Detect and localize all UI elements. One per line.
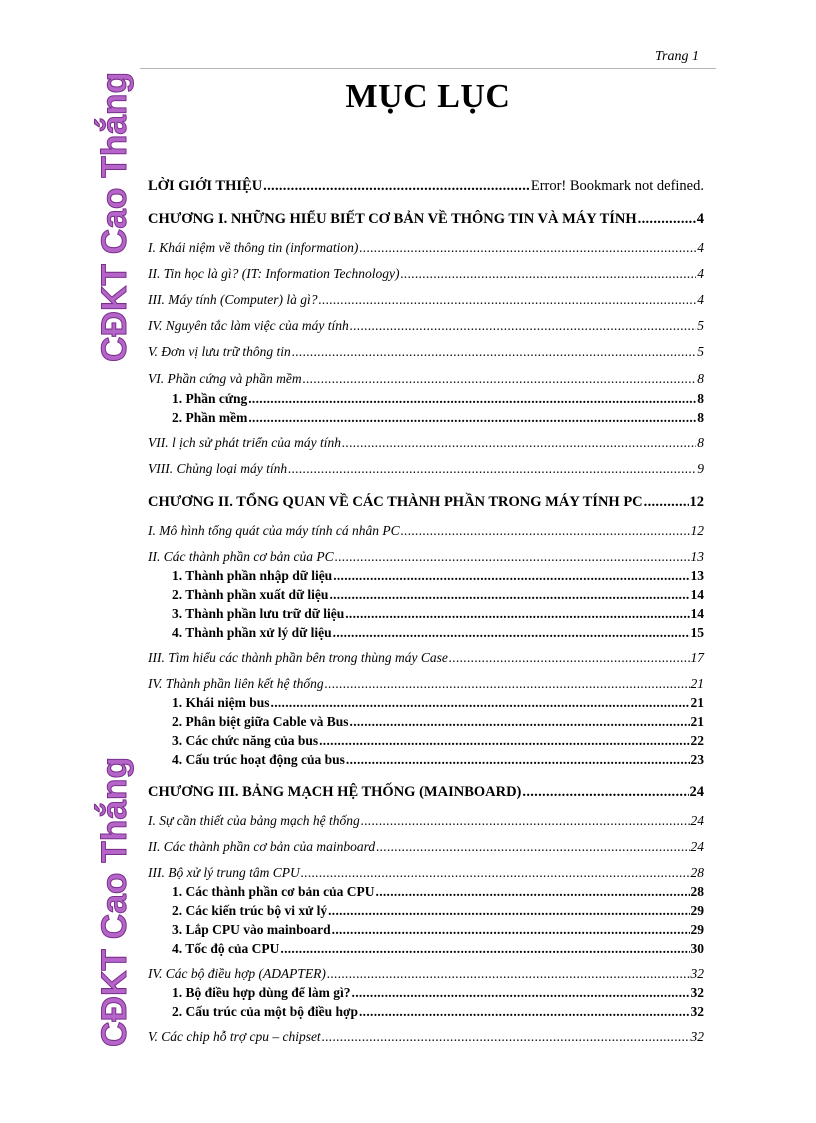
- toc-chapter-entry[interactable]: [148, 178, 704, 195]
- toc-entry-title: I. Mô hình tổng quát của máy tính cá nhân PC: [148, 523, 400, 538]
- toc-section-entry[interactable]: [148, 240, 704, 256]
- toc-subsection-entry[interactable]: [172, 733, 704, 749]
- toc-entry-title: IV. Nguyên tắc làm việc của máy tính: [148, 318, 349, 333]
- toc-entry-title: II. Tin học là gì? (IT: Information Technology): [148, 266, 400, 281]
- toc-section-entry[interactable]: [148, 966, 704, 982]
- toc-entry-title: IV. Thành phần liên kết hệ thống: [148, 676, 324, 691]
- toc-entry-title: II. Các thành phần cơ bản của PC: [148, 549, 334, 564]
- toc-entry-title: V. Các chip hỗ trợ cpu – chipset: [148, 1029, 321, 1044]
- toc-page-number: 5: [697, 344, 704, 359]
- toc-subsection-entry[interactable]: [172, 752, 704, 768]
- toc-dot-leader: [644, 494, 689, 511]
- toc-dot-leader: [449, 650, 690, 666]
- toc-page-number: 32: [690, 966, 704, 981]
- toc-dot-leader: [292, 344, 696, 360]
- toc-page-number: 17: [690, 650, 704, 665]
- toc-dot-leader: [301, 865, 690, 881]
- toc-entry-title: CHƯƠNG II. TỔNG QUAN VỀ CÁC THÀNH PHẦN TRONG MÁY TÍNH PC: [148, 494, 643, 510]
- toc-page-number: 28: [690, 884, 704, 899]
- toc-subsection-entry[interactable]: [172, 1004, 704, 1020]
- page-number-label: Trang 1: [655, 49, 699, 64]
- toc-subsection-entry[interactable]: [172, 695, 704, 711]
- toc-entry-title: I. Sự cần thiết của bảng mạch hệ thống: [148, 813, 360, 828]
- toc-dot-leader: [333, 568, 689, 584]
- toc-section-entry[interactable]: [148, 318, 704, 334]
- toc-section-entry[interactable]: [148, 676, 704, 692]
- toc-subsection-entry[interactable]: [172, 625, 704, 641]
- toc-entry-title: V. Đơn vị lưu trữ thông tin: [148, 344, 291, 359]
- toc-page-number: 9: [697, 461, 704, 476]
- toc-subsection-entry[interactable]: [172, 391, 704, 407]
- toc-section-entry[interactable]: [148, 344, 704, 360]
- toc-page-number: 5: [697, 318, 704, 333]
- toc-page-number: 15: [690, 625, 704, 640]
- toc-entry-title: VI. Phần cứng và phần mềm: [148, 371, 302, 386]
- toc-section-entry[interactable]: [148, 865, 704, 881]
- toc-dot-leader: [401, 266, 697, 282]
- toc-page-number: 4: [696, 211, 704, 227]
- header-divider: [140, 68, 716, 69]
- toc-entry-title: LỜI GIỚI THIỆU: [148, 178, 263, 194]
- toc-dot-leader: [376, 839, 689, 855]
- toc-entry-title: 2. Thành phần xuất dữ liệu: [172, 587, 329, 602]
- toc-section-entry[interactable]: [148, 1029, 704, 1045]
- toc-subsection-entry[interactable]: [172, 903, 704, 919]
- toc-section-entry[interactable]: [148, 549, 704, 565]
- toc-chapter-entry[interactable]: [148, 211, 704, 228]
- toc-page-number: 21: [690, 676, 704, 691]
- watermark-text: CĐKT Cao Thắng: [95, 74, 134, 362]
- toc-page-number: 12: [689, 494, 704, 510]
- toc-entry-title: 2. Phân biệt giữa Cable và Bus: [172, 714, 349, 729]
- toc-dot-leader: [248, 410, 696, 426]
- toc-page-number: 32: [690, 985, 704, 1000]
- toc-page-number: 32: [690, 1029, 704, 1044]
- toc-subsection-entry[interactable]: [172, 922, 704, 938]
- toc-page-number: 24: [689, 784, 704, 800]
- toc-section-entry[interactable]: [148, 813, 704, 829]
- toc-subsection-entry[interactable]: [172, 606, 704, 622]
- watermark-bottom: [88, 755, 138, 1055]
- toc-page-number: 32: [690, 1004, 704, 1019]
- toc-chapter-entry[interactable]: [148, 784, 704, 801]
- toc-section-entry[interactable]: [148, 523, 704, 539]
- toc-chapter-entry[interactable]: [148, 494, 704, 511]
- toc-page-number: 12: [690, 523, 704, 538]
- toc-dot-leader: [248, 391, 696, 407]
- toc-dot-leader: [318, 292, 696, 308]
- toc-dot-leader: [319, 733, 689, 749]
- toc-dot-leader: [322, 1029, 690, 1045]
- toc-subsection-entry[interactable]: [172, 410, 704, 426]
- toc-page-number: 13: [690, 568, 704, 583]
- toc-page-number: 4: [697, 266, 704, 281]
- toc-dot-leader: [352, 985, 690, 1001]
- toc-dot-leader: [329, 587, 689, 603]
- toc-entry-title: III. Tìm hiểu các thành phần bên trong thùng máy Case: [148, 650, 448, 665]
- toc-entry-title: 4. Thành phần xử lý dữ liệu: [172, 625, 332, 640]
- toc-page-number: 28: [690, 865, 704, 880]
- toc-entry-title: 1. Bộ điều hợp dùng để làm gì?: [172, 985, 351, 1000]
- toc-dot-leader: [332, 922, 690, 938]
- toc-entry-title: 2. Phần mềm: [172, 410, 248, 425]
- toc-dot-leader: [345, 606, 689, 622]
- toc-dot-leader: [342, 435, 696, 451]
- toc-dot-leader: [376, 884, 690, 900]
- toc-entry-title: 1. Thành phần nhập dữ liệu: [172, 568, 333, 583]
- watermark-top: [88, 70, 138, 370]
- toc-dot-leader: [280, 941, 689, 957]
- toc-section-entry[interactable]: [148, 839, 704, 855]
- toc-entry-title: 1. Khái niệm bus: [172, 695, 270, 710]
- toc-entry-title: III. Máy tính (Computer) là gì?: [148, 292, 318, 307]
- toc-dot-leader: [359, 1004, 690, 1020]
- toc-entry-title: 4. Tốc độ của CPU: [172, 941, 280, 956]
- toc-dot-leader: [325, 676, 690, 692]
- toc-page-number: 29: [690, 903, 704, 918]
- toc-section-entry[interactable]: [148, 461, 704, 477]
- toc-page-number: 4: [697, 292, 704, 307]
- toc-page-number: 21: [690, 714, 704, 729]
- toc-dot-leader: [328, 903, 689, 919]
- toc-page-number: 30: [690, 941, 704, 956]
- toc-dot-leader: [522, 784, 688, 801]
- toc-dot-leader: [327, 966, 690, 982]
- toc-page-number: 14: [690, 587, 704, 602]
- toc-entry-title: CHƯƠNG I. NHỮNG HIỂU BIẾT CƠ BẢN VỀ THÔNG TIN VÀ MÁY TÍNH: [148, 211, 637, 227]
- toc-page-number: 8: [697, 371, 704, 386]
- toc-dot-leader: [303, 371, 697, 387]
- toc-dot-leader: [333, 625, 690, 641]
- toc-entry-title: 3. Thành phần lưu trữ dữ liệu: [172, 606, 345, 621]
- toc-entry-title: 1. Phần cứng: [172, 391, 248, 406]
- toc-dot-leader: [401, 523, 690, 539]
- toc-entry-title: IV. Các bộ điều hợp (ADAPTER): [148, 966, 326, 981]
- toc-page-number: 29: [690, 922, 704, 937]
- toc-section-entry[interactable]: [148, 650, 704, 666]
- toc-dot-leader: [263, 178, 530, 195]
- toc-page-number: 8: [697, 410, 704, 425]
- toc-dot-leader: [350, 318, 697, 334]
- toc-entry-title: 2. Các kiến trúc bộ vi xử lý: [172, 903, 328, 918]
- toc-entry-title: 3. Các chức năng của bus: [172, 733, 319, 748]
- toc-section-entry[interactable]: [148, 292, 704, 308]
- toc-page-number: 24: [690, 839, 704, 854]
- toc-subsection-entry[interactable]: [172, 568, 704, 584]
- toc-page-number: 24: [690, 813, 704, 828]
- toc-subsection-entry[interactable]: [172, 884, 704, 900]
- toc-dot-leader: [638, 211, 696, 228]
- toc-page-number: 21: [690, 695, 704, 710]
- toc-subsection-entry[interactable]: [172, 941, 704, 957]
- toc-entry-title: VII. l ịch sử phát triển của máy tính: [148, 435, 341, 450]
- document-title: MỤC LỤC: [345, 78, 511, 115]
- watermark-text: CĐKT Cao Thắng: [95, 759, 134, 1047]
- toc-entry-title: II. Các thành phần cơ bản của mainboard: [148, 839, 376, 854]
- toc-section-entry[interactable]: [148, 435, 704, 451]
- toc-dot-leader: [361, 813, 690, 829]
- toc-subsection-entry[interactable]: [172, 587, 704, 603]
- toc-page-number: 23: [690, 752, 704, 767]
- toc-entry-title: VIII. Chủng loại máy tính: [148, 461, 288, 476]
- toc-entry-title: I. Khái niệm về thông tin (information): [148, 240, 359, 255]
- toc-section-entry[interactable]: [148, 371, 704, 387]
- toc-subsection-entry[interactable]: [172, 714, 704, 730]
- toc-dot-leader: [350, 714, 690, 730]
- toc-dot-leader: [335, 549, 690, 565]
- toc-page-number: 4: [697, 240, 704, 255]
- toc-dot-leader: [271, 695, 690, 711]
- toc-entry-title: 4. Cấu trúc hoạt động của bus: [172, 752, 345, 767]
- toc-dot-leader: [288, 461, 696, 477]
- toc-page-number: 13: [690, 549, 704, 564]
- toc-dot-leader: [346, 752, 690, 768]
- toc-subsection-entry[interactable]: [172, 985, 704, 1001]
- toc-entry-title: 3. Lắp CPU vào mainboard: [172, 922, 331, 937]
- toc-entry-title: 2. Cấu trúc của một bộ điều hợp: [172, 1004, 358, 1019]
- toc-page-number: 8: [697, 435, 704, 450]
- toc-entry-title: III. Bộ xử lý trung tâm CPU: [148, 865, 300, 880]
- toc-section-entry[interactable]: [148, 266, 704, 282]
- toc-page-number: 22: [690, 733, 704, 748]
- toc-page-number: Error! Bookmark not defined.: [530, 178, 704, 194]
- toc-entry-title: CHƯƠNG III. BẢNG MẠCH HỆ THỐNG (MAINBOARD): [148, 784, 522, 800]
- toc-page-number: 8: [697, 391, 704, 406]
- toc-page-number: 14: [690, 606, 704, 621]
- toc-dot-leader: [359, 240, 696, 256]
- toc-entry-title: 1. Các thành phần cơ bản của CPU: [172, 884, 375, 899]
